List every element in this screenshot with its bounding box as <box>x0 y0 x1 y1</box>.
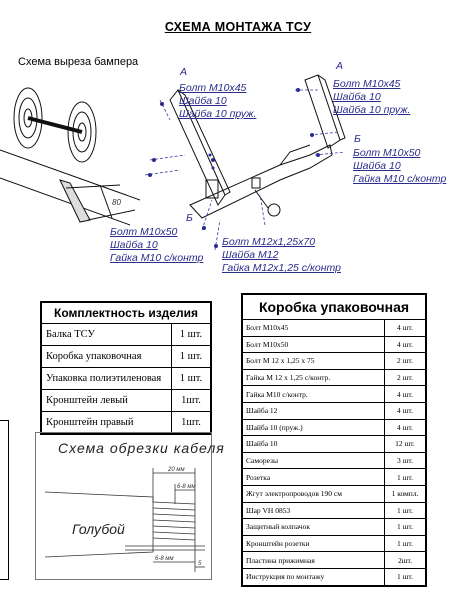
packing-box-table <box>241 293 427 587</box>
table-row <box>242 402 426 419</box>
item-name: Упаковка полиэтиленовая <box>41 368 172 390</box>
dim-20: 20 мм <box>168 467 185 473</box>
item-qty: 1 шт. <box>172 324 212 346</box>
table-row <box>242 568 426 585</box>
table-row <box>242 535 426 552</box>
table-row <box>242 419 426 436</box>
callout-center <box>222 236 341 275</box>
item-qty: 1 шт. <box>385 519 427 536</box>
item-name: Саморезы <box>242 452 385 469</box>
dim-6-8-top: 6-8 мм <box>177 484 196 490</box>
callout-line: Шайба 10 <box>179 95 227 107</box>
item-name: Шайба 10 (пруж.) <box>242 419 385 436</box>
callout-line: Гайка М12х1,25 с/контр <box>222 262 341 274</box>
table-row <box>242 320 426 337</box>
bumper-caption: Схема выреза бампера <box>18 56 139 68</box>
callout-line: Шайба 10 <box>353 160 401 172</box>
table-row <box>242 353 426 370</box>
callout-line: Болт М10х50 <box>110 226 178 238</box>
table-row <box>41 412 211 435</box>
callout-left-b-letter: Б <box>186 212 193 224</box>
callout-line: Шайба 10 <box>333 91 381 103</box>
item-name: Инструкция по монтажу <box>242 568 385 585</box>
callout-line: Шайба М12 <box>222 249 279 261</box>
item-name: Шайба 10 <box>242 436 385 453</box>
cable-scheme-title: Схема обрезки кабеля <box>58 440 225 456</box>
dim-6-8-bottom: 6-8 мм <box>155 556 174 562</box>
item-qty: 3 шт. <box>385 452 427 469</box>
table-row <box>242 519 426 536</box>
table-row <box>242 485 426 502</box>
callout-line: Болт М10х45 <box>179 82 247 94</box>
item-name: Болт М10х45 <box>242 320 385 337</box>
item-qty: 2шт. <box>385 552 427 569</box>
table-row <box>242 552 426 569</box>
callout-line: Болт М12х1,25х70 <box>222 236 316 248</box>
packing-box-header: Коробка упаковочная <box>242 294 426 320</box>
callout-line: Шайба 10 пруж. <box>179 108 257 120</box>
item-qty: 1 шт. <box>172 346 212 368</box>
item-name: Гайка М 12 х 1,25 с/контр. <box>242 369 385 386</box>
callout-right-a-letter: A <box>336 60 344 72</box>
item-qty: 1 компл. <box>385 485 427 502</box>
item-qty: 1шт. <box>172 390 212 412</box>
item-name: Болт М10х50 <box>242 336 385 353</box>
table-row <box>41 324 211 346</box>
callout-left-a-letter: A <box>180 66 188 78</box>
item-name: Балка ТСУ <box>41 324 172 346</box>
table-row <box>242 336 426 353</box>
item-qty: 4 шт. <box>385 386 427 403</box>
callout-line: Шайба 10 пруж. <box>333 104 411 116</box>
callout-line: Болт М10х50 <box>353 147 421 159</box>
item-name: Кронштейн левый <box>41 390 172 412</box>
bumper-cutout-diagram <box>0 70 140 240</box>
partial-frame <box>0 420 9 580</box>
cable-diagram <box>35 432 210 578</box>
callout-line: Болт М10х45 <box>333 78 401 90</box>
item-name: Коробка упаковочная <box>41 346 172 368</box>
callout-right-b <box>353 147 446 186</box>
item-qty: 1шт. <box>172 412 212 435</box>
item-name: Шар VH 0853 <box>242 502 385 519</box>
item-qty: 1 шт. <box>385 568 427 585</box>
item-name: Болт М 12 х 1,25 х 75 <box>242 353 385 370</box>
table-row <box>242 452 426 469</box>
callout-right-b-letter: Б <box>354 133 361 145</box>
page-title: СХЕМА МОНТАЖА ТСУ <box>164 20 312 34</box>
table-row <box>242 369 426 386</box>
wire-label: Голубой <box>72 521 125 537</box>
item-qty: 4 шт. <box>385 402 427 419</box>
table-row <box>41 346 211 368</box>
item-name: Жгут электропроводов 190 см <box>242 485 385 502</box>
callout-right-a <box>333 78 410 117</box>
callout-line: Гайка М10 с/контр <box>110 252 204 264</box>
table-row <box>242 436 426 453</box>
item-qty: 12 шт. <box>385 436 427 453</box>
completeness-header: Комплектность изделия <box>41 302 211 324</box>
item-qty: 2 шт. <box>385 353 427 370</box>
item-qty: 1 шт. <box>385 502 427 519</box>
table-row <box>242 386 426 403</box>
item-qty: 1 шт. <box>172 368 212 390</box>
item-name: Кронштейн правый <box>41 412 172 435</box>
item-qty: 4 шт. <box>385 336 427 353</box>
item-qty: 4 шт. <box>385 320 427 337</box>
callout-line: Шайба 10 <box>110 239 158 251</box>
bumper-dimension: 80 <box>112 198 121 207</box>
item-name: Розетка <box>242 469 385 486</box>
completeness-table <box>40 301 212 435</box>
item-qty: 1 шт. <box>385 535 427 552</box>
table-row <box>41 368 211 390</box>
item-name: Гайка М10 с/контр. <box>242 386 385 403</box>
item-name: Пластина прижимная <box>242 552 385 569</box>
callout-left-b <box>110 226 203 265</box>
item-name: Кронштейн розетки <box>242 535 385 552</box>
item-qty: 1 шт. <box>385 469 427 486</box>
item-name: Защитный колпачок <box>242 519 385 536</box>
table-row <box>242 502 426 519</box>
dim-5: 5 <box>198 561 202 567</box>
callout-left-a <box>179 82 256 121</box>
table-row <box>242 469 426 486</box>
callout-line: Гайка М10 с/контр <box>353 173 447 185</box>
item-qty: 4 шт. <box>385 419 427 436</box>
table-row <box>41 390 211 412</box>
item-name: Шайба 12 <box>242 402 385 419</box>
item-qty: 2 шт. <box>385 369 427 386</box>
